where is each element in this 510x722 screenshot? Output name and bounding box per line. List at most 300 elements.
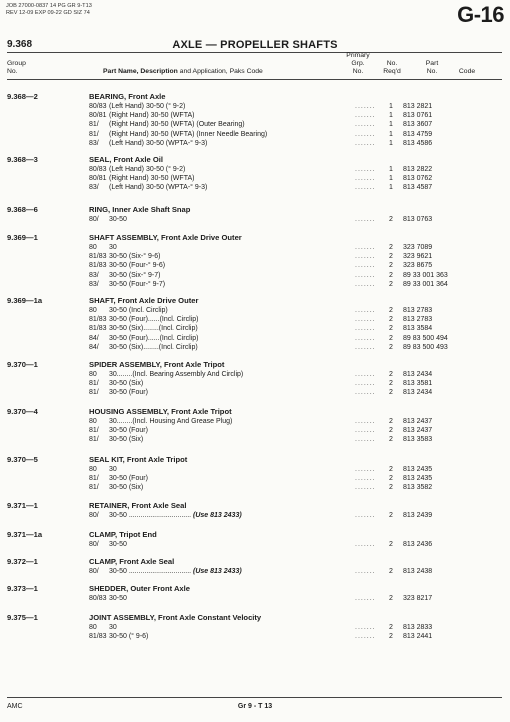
description-text: 30-50 — [109, 512, 127, 519]
part-number: 813 2821 — [403, 103, 433, 110]
part-number: 813 3581 — [403, 380, 433, 388]
application-years: 80 — [89, 307, 97, 314]
application-years: 80/83 — [89, 166, 107, 173]
part-row — [0, 511, 510, 520]
leader-dots: ....... — [355, 475, 376, 483]
quantity: 2 — [389, 307, 393, 314]
quantity: 1 — [389, 166, 393, 173]
part-row — [0, 567, 510, 576]
application-years: 80 — [89, 371, 97, 378]
part-number: 813 0762 — [403, 175, 433, 183]
quantity: 2 — [389, 389, 393, 397]
part-number: 813 2783 — [403, 316, 433, 324]
section-header — [0, 584, 510, 594]
description-text: 30-50 (Four) — [109, 389, 148, 397]
leader-dots: ....... — [355, 271, 376, 279]
col-group-no: Group No. — [7, 60, 26, 75]
description-text: 30-50 (Six) — [109, 484, 144, 492]
part-number: 813 3583 — [403, 436, 433, 444]
quantity: 2 — [389, 216, 393, 223]
part-number: 89 33 001 364 — [403, 280, 448, 288]
leader-dots: ....... — [355, 216, 376, 223]
part-description — [109, 417, 232, 426]
leader-dots: ....... — [355, 316, 376, 324]
section-header — [0, 296, 510, 306]
description-text: (Right Hand) 30-50 (WFTA) (Outer Bearing) — [109, 121, 245, 129]
section-title: RETAINER, Front Axle Seal — [89, 501, 187, 510]
quantity: 2 — [389, 271, 393, 279]
part-row — [0, 306, 510, 315]
description-text: 30-50 — [109, 216, 127, 223]
part-description — [109, 388, 148, 397]
part-row — [0, 540, 510, 549]
part-section — [0, 584, 510, 603]
description-text: 30-50 (Four) — [109, 475, 148, 483]
part-number: 323 8217 — [403, 595, 433, 602]
part-description — [109, 139, 207, 148]
group-number: 9.369—1a — [7, 296, 43, 305]
group-number: 9.368—2 — [7, 92, 38, 101]
application-years: 80/83 — [89, 595, 107, 602]
part-number: 813 2435 — [403, 475, 433, 483]
leader-dots: ....... — [355, 103, 376, 110]
leader-dots: ....... — [355, 325, 376, 333]
part-description — [109, 315, 198, 324]
part-number: 813 4587 — [403, 184, 433, 192]
section-title: CLAMP, Tripot End — [89, 530, 157, 539]
quantity: 2 — [389, 512, 393, 519]
part-description — [109, 474, 148, 483]
part-number: 813 3584 — [403, 325, 433, 333]
description-text: 30 — [109, 624, 117, 631]
part-description — [109, 465, 117, 474]
section-header — [0, 92, 510, 102]
quantity: 1 — [389, 112, 393, 120]
col-code: Code — [458, 68, 476, 75]
part-row — [0, 130, 510, 139]
description-text: (Left Hand) 30-50 (WPTA-° 9-3) — [109, 184, 208, 192]
group-number: 9.370—4 — [7, 407, 38, 416]
part-description — [109, 280, 165, 289]
footer-center: Gr 9 - T 13 — [237, 703, 273, 710]
part-number: 813 2436 — [403, 541, 433, 548]
part-section — [0, 155, 510, 193]
quantity: 1 — [389, 139, 393, 147]
application-years: 81/ — [89, 380, 99, 388]
application-years: 81/83 — [89, 325, 107, 333]
group-number: 9.368—6 — [7, 205, 38, 214]
leader-dots: ....... — [355, 436, 376, 444]
part-row — [0, 120, 510, 129]
part-number: 813 3607 — [403, 121, 433, 129]
part-section — [0, 233, 510, 289]
part-section — [0, 92, 510, 148]
part-number: 813 4759 — [403, 130, 433, 138]
part-number: 89 83 500 493 — [403, 343, 448, 351]
col-description-rest: and Application, Paks Code — [177, 68, 263, 75]
part-section — [0, 360, 510, 398]
part-number: 813 2437 — [403, 418, 433, 425]
leader-dots: ....... — [355, 624, 376, 631]
group-number: 9.370—1 — [7, 360, 38, 369]
description-text: 30-50 (Six-° 9-7) — [109, 271, 161, 279]
quantity: 2 — [389, 262, 393, 270]
part-row — [0, 111, 510, 120]
part-number: 813 2435 — [403, 466, 433, 473]
section-header — [0, 233, 510, 243]
part-number: 89 83 500 494 — [403, 334, 448, 342]
part-description — [109, 594, 127, 603]
part-description — [109, 435, 143, 444]
application-years: 81/83 — [89, 262, 107, 270]
application-years: 83/ — [89, 139, 99, 147]
application-years: 80 — [89, 418, 97, 425]
part-row — [0, 102, 510, 111]
description-text: 30-50 — [109, 595, 127, 602]
part-row — [0, 324, 510, 333]
application-years: 83/ — [89, 184, 99, 192]
col-part: Part No. — [425, 60, 439, 75]
quantity: 2 — [389, 624, 393, 631]
description-text: 30-50 (Incl. Circlip) — [109, 307, 168, 314]
part-description — [109, 623, 117, 632]
part-row — [0, 252, 510, 261]
leader-dots: ....... — [355, 112, 376, 120]
quantity: 1 — [389, 175, 393, 183]
description-text: 30-50 (Four-° 9-6) — [109, 262, 166, 270]
leader-dots: ....... — [355, 343, 376, 351]
application-years: 80/ — [89, 512, 99, 519]
part-row — [0, 315, 510, 324]
group-number: 9.373—1 — [7, 584, 38, 593]
description-text: (Left Hand) 30-50 (° 9-2) — [109, 166, 186, 173]
col-req: No. Req'd — [383, 60, 401, 75]
quantity: 2 — [389, 427, 393, 435]
description-text: 30........(Incl. Housing And Grease Plug) — [109, 418, 233, 425]
part-row — [0, 379, 510, 388]
section-header — [0, 205, 510, 215]
group-number: 9.371—1 — [7, 501, 38, 510]
description-text: 30-50 — [109, 568, 127, 575]
group-number: 9.368 — [7, 39, 33, 50]
section-title: SHAFT ASSEMBLY, Front Axle Drive Outer — [89, 233, 242, 242]
part-description — [109, 130, 267, 139]
part-number: 813 2434 — [403, 389, 433, 397]
leader-dots: ....... — [355, 307, 376, 314]
section-title: CLAMP, Front Axle Seal — [89, 557, 175, 566]
part-row — [0, 370, 510, 379]
part-row — [0, 334, 510, 343]
part-section — [0, 407, 510, 445]
part-row — [0, 417, 510, 426]
part-number: 323 8675 — [403, 262, 433, 270]
description-text: 30-50 (Four-° 9-7) — [109, 280, 166, 288]
part-description — [109, 183, 207, 192]
application-years: 81/83 — [89, 633, 107, 641]
leader-dots: ....... — [355, 121, 376, 129]
quantity: 2 — [389, 371, 393, 378]
application-years: 84/ — [89, 334, 99, 342]
part-description — [109, 426, 148, 435]
section-title: BEARING, Front Axle — [89, 92, 166, 101]
description-text: 30-50 (Six) — [109, 380, 144, 388]
job-line-2: REV 12-09 EXP 09-22 GD SIZ 74 — [6, 10, 90, 16]
part-description — [109, 165, 185, 174]
description-text: 30-50 (Six)........(Incl. Circlip) — [109, 325, 198, 333]
quantity: 2 — [389, 244, 393, 251]
leader-dots: ....... — [355, 466, 376, 473]
part-number: 813 3582 — [403, 484, 433, 492]
part-row — [0, 343, 510, 352]
section-header — [0, 501, 510, 511]
part-number: 813 2783 — [403, 307, 433, 314]
application-years: 81/83 — [89, 253, 107, 261]
part-row — [0, 280, 510, 289]
description-text: 30-50 (Six)........(Incl. Circlip) — [109, 343, 198, 351]
part-description — [109, 120, 245, 129]
leader-dots: ....... — [355, 130, 376, 138]
quantity: 1 — [389, 130, 393, 138]
description-text: 30-50 — [109, 541, 127, 548]
section-header — [0, 360, 510, 370]
application-years: 81/ — [89, 436, 99, 444]
leader-dots: ....... — [355, 512, 376, 519]
part-number: 813 2438 — [403, 568, 433, 575]
leader-dots: ....... — [355, 334, 376, 342]
quantity: 1 — [389, 121, 393, 129]
section-title: HOUSING ASSEMBLY, Front Axle Tripot — [89, 407, 232, 416]
application-years: 81/ — [89, 389, 99, 397]
part-description — [109, 215, 127, 224]
part-description — [109, 632, 148, 641]
part-number: 813 2439 — [403, 512, 433, 519]
quantity: 2 — [389, 253, 393, 261]
part-row — [0, 215, 510, 224]
quantity: 2 — [389, 484, 393, 492]
page-code: G-16 — [457, 2, 504, 27]
part-description — [109, 102, 185, 111]
part-description — [109, 174, 194, 183]
leader-dots: ....... — [355, 380, 376, 388]
quantity: 1 — [389, 184, 393, 192]
part-row — [0, 183, 510, 192]
use-note: (Use 813 2433) — [193, 568, 242, 575]
quantity: 2 — [389, 418, 393, 425]
description-text: (Right Hand) 30-50 (WFTA) — [109, 175, 195, 183]
part-section — [0, 205, 510, 224]
group-number: 9.372—1 — [7, 557, 38, 566]
application-years: 80 — [89, 466, 97, 473]
part-row — [0, 483, 510, 492]
section-title: SHAFT, Front Axle Drive Outer — [89, 296, 199, 305]
section-title: SHEDDER, Outer Front Axle — [89, 584, 190, 593]
leader-dots: ....... — [355, 166, 376, 173]
part-row — [0, 243, 510, 252]
description-text: 30-50 (° 9-6) — [109, 633, 149, 641]
part-number: 813 2833 — [403, 624, 433, 631]
leader-dots: ....... — [355, 175, 376, 183]
description-text: 30-50 (Six-° 9-6) — [109, 253, 161, 261]
group-number: 9.369—1 — [7, 233, 38, 242]
leader-dots: ....... — [355, 389, 376, 397]
part-number: 813 0761 — [403, 112, 433, 120]
application-years: 80/ — [89, 216, 99, 223]
part-description: 30-50 ................................ (Use 813 2433) — [109, 568, 242, 575]
leader-dots: ....... — [355, 427, 376, 435]
leader-dots: ....... — [355, 541, 376, 548]
description-text: (Right Hand) 30-50 (WFTA) (Inner Needle Bearing) — [109, 130, 268, 138]
part-row — [0, 465, 510, 474]
section-title: SEAL, Front Axle Oil — [89, 155, 163, 164]
part-number: 89 33 001 363 — [403, 271, 448, 279]
application-years: 83/ — [89, 280, 99, 288]
part-section — [0, 501, 510, 520]
part-number: 323 9621 — [403, 253, 433, 261]
header-rule-top — [7, 52, 502, 53]
section-header — [0, 407, 510, 417]
leader-dots: ....... — [355, 568, 376, 575]
application-years: 80/ — [89, 568, 99, 575]
application-years: 81/83 — [89, 316, 107, 324]
part-section — [0, 455, 510, 493]
part-description — [109, 306, 168, 315]
footer-rule — [7, 697, 502, 698]
quantity: 2 — [389, 343, 393, 351]
col-primary: Primary Grp. No. — [346, 52, 370, 75]
part-row — [0, 623, 510, 632]
part-description — [109, 252, 160, 261]
section-header — [0, 155, 510, 165]
quantity: 2 — [389, 633, 393, 641]
part-description — [109, 370, 243, 379]
application-years: 80/81 — [89, 112, 107, 120]
leader-dots: ....... — [355, 244, 376, 251]
description-text: 30........(Incl. Bearing Assembly And Circlip) — [109, 371, 244, 378]
section-header — [0, 557, 510, 567]
page-title: AXLE — PROPELLER SHAFTS — [172, 39, 338, 51]
leader-dots: ....... — [355, 484, 376, 492]
quantity: 2 — [389, 568, 393, 575]
part-section — [0, 557, 510, 576]
quantity: 2 — [389, 466, 393, 473]
part-number: 813 2822 — [403, 166, 433, 173]
quantity: 2 — [389, 280, 393, 288]
description-text: (Left Hand) 30-50 (° 9-2) — [109, 103, 186, 110]
part-section — [0, 530, 510, 549]
part-description — [109, 379, 143, 388]
part-description — [109, 324, 198, 333]
part-row — [0, 594, 510, 603]
part-row — [0, 388, 510, 397]
part-row — [0, 165, 510, 174]
part-row — [0, 435, 510, 444]
application-years: 81/ — [89, 484, 99, 492]
leader-dots: ....... — [355, 595, 376, 602]
part-description — [109, 111, 194, 120]
part-row — [0, 174, 510, 183]
group-number: 9.375—1 — [7, 613, 38, 622]
part-description — [109, 271, 160, 280]
part-number: 323 7089 — [403, 244, 433, 251]
quantity: 2 — [389, 475, 393, 483]
application-years: 80 — [89, 624, 97, 631]
part-section — [0, 613, 510, 641]
part-number: 813 4586 — [403, 139, 433, 147]
part-description — [109, 334, 198, 343]
application-years: 80/83 — [89, 103, 107, 110]
quantity: 2 — [389, 325, 393, 333]
quantity: 2 — [389, 541, 393, 548]
leader-dots: ....... — [355, 184, 376, 192]
application-years: 84/ — [89, 343, 99, 351]
section-title: SEAL KIT, Front Axle Tripot — [89, 455, 188, 464]
application-years: 81/ — [89, 427, 99, 435]
part-description — [109, 483, 143, 492]
quantity: 2 — [389, 380, 393, 388]
leader-dots: ....... — [355, 262, 376, 270]
application-years: 80 — [89, 244, 97, 251]
section-header — [0, 455, 510, 465]
section-header — [0, 530, 510, 540]
quantity: 2 — [389, 595, 393, 602]
part-row — [0, 261, 510, 270]
group-number: 9.371—1a — [7, 530, 43, 539]
description-text: 30 — [109, 466, 117, 473]
quantity: 1 — [389, 103, 393, 110]
col-description-bold: Part Name, Description — [103, 68, 178, 75]
job-header — [6, 3, 92, 17]
section-title: RING, Inner Axle Shaft Snap — [89, 205, 191, 214]
part-number: 813 2441 — [403, 633, 433, 641]
description-text: (Right Hand) 30-50 (WFTA) — [109, 112, 195, 120]
part-description — [109, 343, 198, 352]
quantity: 2 — [389, 436, 393, 444]
leader-dots: ....... — [355, 371, 376, 378]
group-number: 9.370—5 — [7, 455, 38, 464]
part-section — [0, 296, 510, 352]
application-years: 80/ — [89, 541, 99, 548]
application-years: 81/ — [89, 121, 99, 129]
quantity: 2 — [389, 316, 393, 324]
header-rule-bottom — [7, 79, 502, 80]
part-row — [0, 139, 510, 148]
application-years: 83/ — [89, 271, 99, 279]
description-text: (Left Hand) 30-50 (WPTA-° 9-3) — [109, 139, 208, 147]
section-title: SPIDER ASSEMBLY, Front Axle Tripot — [89, 360, 225, 369]
description-text: 30-50 (Four)......(Incl. Circlip) — [109, 334, 199, 342]
part-description — [109, 243, 117, 252]
description-text: 30-50 (Four) — [109, 427, 148, 435]
description-text: 30 — [109, 244, 117, 251]
job-line-1: JOB 27000-0837 14 PG GR 9-T13 — [6, 3, 92, 9]
part-description — [109, 540, 127, 549]
col-description — [103, 68, 263, 76]
application-years: 81/ — [89, 475, 99, 483]
leader-dots: ....... — [355, 139, 376, 147]
part-row — [0, 632, 510, 641]
part-row — [0, 474, 510, 483]
part-description — [109, 261, 165, 270]
leader-dots: ....... — [355, 280, 376, 288]
part-description: 30-50 ................................ (Use 813 2433) — [109, 512, 242, 519]
part-number: 813 0763 — [403, 216, 433, 223]
description-text: 30-50 (Six) — [109, 436, 144, 444]
application-years: 81/ — [89, 130, 99, 138]
group-number: 9.368—3 — [7, 155, 38, 164]
quantity: 2 — [389, 334, 393, 342]
application-years: 80/81 — [89, 175, 107, 183]
section-title: JOINT ASSEMBLY, Front Axle Constant Velocity — [89, 613, 262, 622]
